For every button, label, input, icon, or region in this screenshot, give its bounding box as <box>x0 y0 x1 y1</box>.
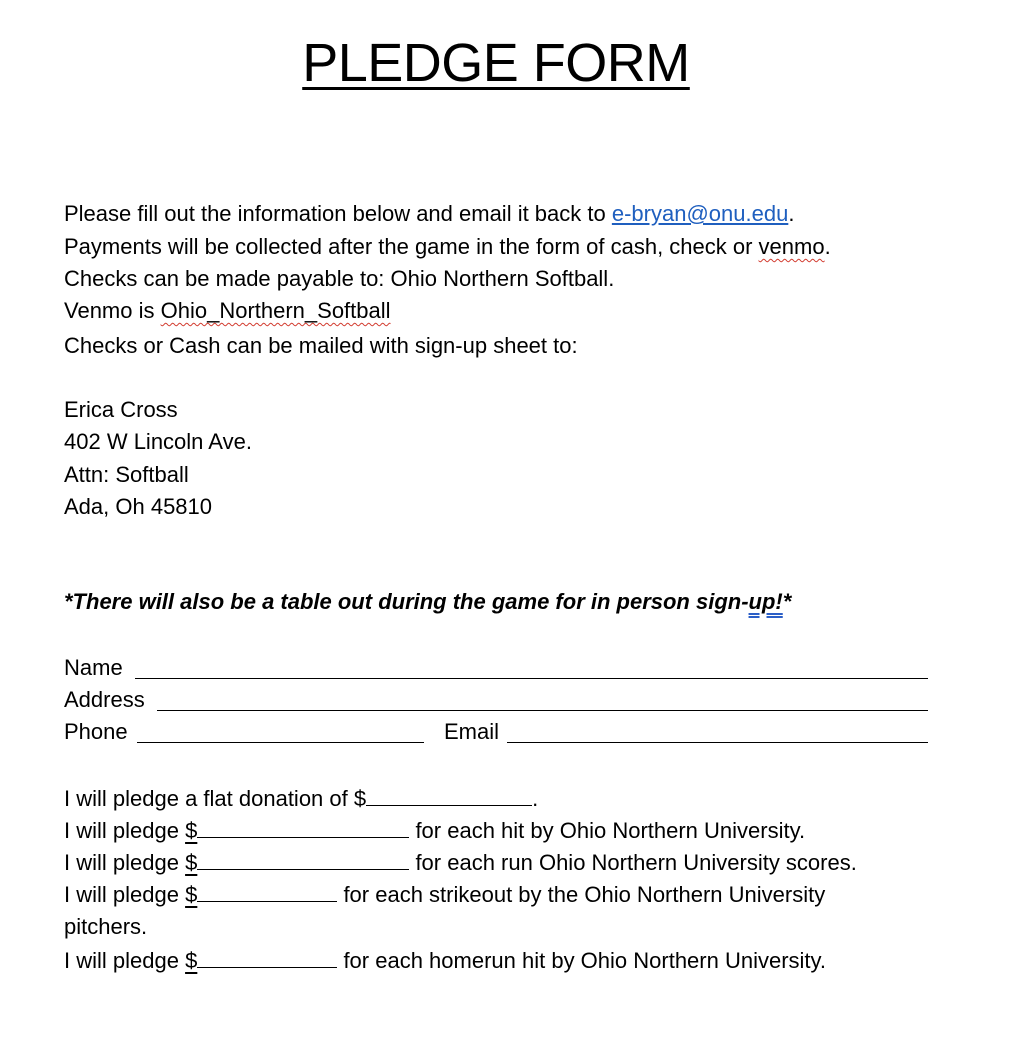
pledge-run <box>64 847 857 878</box>
venmo-word: venmo <box>758 234 825 259</box>
pledge-homerun-dollar: $ <box>185 948 198 973</box>
address-label: Address <box>64 687 145 712</box>
email-link[interactable]: e-bryan@onu.edu <box>611 201 789 226</box>
pledge-strikeout-text: for each strikeout by the Ohio Northern University <box>337 882 826 907</box>
address-attn: Attn: Softball <box>64 462 189 487</box>
intro-line-payments <box>64 232 831 262</box>
hit-amount-field[interactable] <box>197 815 409 838</box>
pledge-hit-prefix: I will pledge <box>64 818 186 843</box>
note-suffix: * <box>782 589 792 614</box>
strikeout-amount-field[interactable] <box>197 879 337 902</box>
pledge-flat <box>64 783 538 814</box>
pledge-homerun-prefix: I will pledge <box>64 948 186 973</box>
note-underlined: up! <box>748 589 783 614</box>
pledge-flat-text: I will pledge a flat donation of $ <box>64 786 367 811</box>
email-field[interactable] <box>507 742 928 743</box>
pledge-run-text: for each run Ohio Northern University scores. <box>409 850 857 875</box>
pledge-flat-punct: . <box>532 786 539 811</box>
pledge-run-dollar: $ <box>185 850 198 875</box>
homerun-amount-field[interactable] <box>197 945 337 968</box>
intro-line-mail: Checks or Cash can be mailed with sign-up sheet to: <box>64 333 578 358</box>
pledge-hit-text: for each hit by Ohio Northern University. <box>409 818 806 843</box>
phone-label: Phone <box>64 719 128 744</box>
pledge-strikeout-dollar: $ <box>185 882 198 907</box>
run-amount-field[interactable] <box>197 847 409 870</box>
email-label: Email <box>444 719 500 744</box>
intro-line-venmo <box>64 296 391 326</box>
pledge-hit <box>64 815 805 846</box>
payments-text: Payments will be collected after the game in the form of cash, check or <box>64 234 759 259</box>
pledge-hit-dollar: $ <box>185 818 198 843</box>
pledge-strikeout <box>64 879 825 910</box>
phone-field[interactable] <box>137 742 424 743</box>
intro-line-email <box>64 199 794 229</box>
address-field[interactable] <box>157 710 928 711</box>
pledge-homerun-text: for each homerun hit by Ohio Northern University. <box>337 948 827 973</box>
pledge-run-prefix: I will pledge <box>64 850 186 875</box>
pledge-strikeout-cont: pitchers. <box>64 914 148 939</box>
intro-text: Please fill out the information below and email it back to <box>64 201 612 226</box>
in-person-note <box>64 587 791 617</box>
intro-punct: . <box>788 201 795 226</box>
name-label: Name <box>64 655 123 680</box>
venmo-label: Venmo is <box>64 298 161 323</box>
name-field[interactable] <box>135 678 928 679</box>
address-name: Erica Cross <box>64 397 178 422</box>
venmo-handle: Ohio_Northern_Softball <box>160 298 391 323</box>
pledge-strikeout-prefix: I will pledge <box>64 882 186 907</box>
note-text: *There will also be a table out during the game for in person sign- <box>64 589 749 614</box>
page-title: PLEDGE FORM <box>302 33 690 93</box>
payments-punct: . <box>824 234 831 259</box>
address-street: 402 W Lincoln Ave. <box>64 429 252 454</box>
intro-line-checks: Checks can be made payable to: Ohio Northern Softball. <box>64 266 615 291</box>
flat-amount-field[interactable] <box>366 783 532 806</box>
address-city: Ada, Oh 45810 <box>64 494 213 519</box>
pledge-homerun <box>64 945 826 976</box>
